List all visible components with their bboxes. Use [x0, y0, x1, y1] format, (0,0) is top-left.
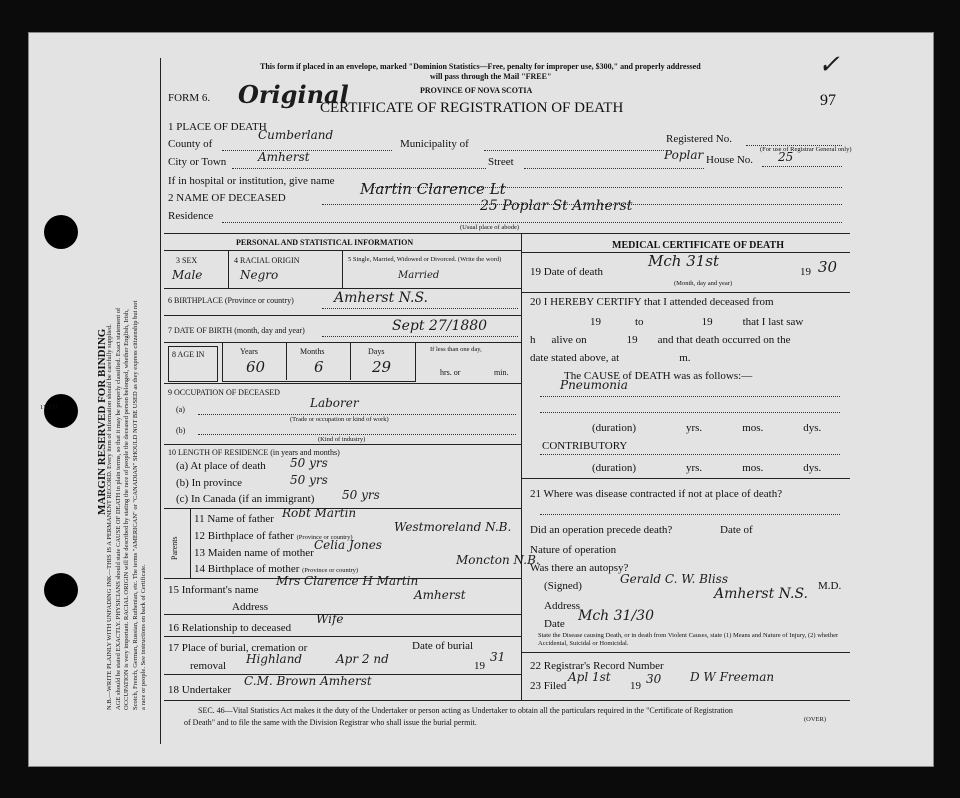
rule: [521, 652, 850, 653]
informant-value: Mrs Clarence H Martin: [276, 574, 419, 588]
rule: [350, 342, 351, 380]
contributory-label: CONTRIBUTORY: [542, 440, 628, 452]
birthplace-label: 6 BIRTHPLACE (Province or country): [168, 296, 294, 305]
contributory-line: [540, 454, 840, 455]
undertaker-value: C.M. Brown Amherst: [244, 674, 372, 688]
original-stamp: Original: [238, 80, 349, 109]
margin-rule: [160, 58, 161, 744]
margin-number: 111111: [40, 404, 59, 411]
death-date-note: (Month, day and year): [674, 280, 733, 287]
binding-hole: [44, 573, 78, 607]
rule: [342, 250, 343, 288]
birthplace-line: [322, 308, 518, 309]
occ-a-note: (Trade or occupation or kind of work): [290, 416, 389, 423]
father-birthplace-label: 12 Birthplace of father (Province or country): [194, 530, 353, 542]
city-label: City or Town: [168, 156, 227, 168]
res-b-value: 50 yrs: [290, 473, 328, 487]
res-c-value: 50 yrs: [342, 488, 380, 502]
personal-heading: PERSONAL AND STATISTICAL INFORMATION: [236, 238, 414, 247]
margin-instructions: [106, 301, 149, 710]
relationship-label: 16 Relationship to deceased: [168, 622, 292, 634]
table-bottom-rule: [164, 700, 850, 701]
filed-value: Apl 1st: [568, 670, 611, 684]
residence-value: 25 Poplar St Amherst: [480, 198, 633, 214]
marital-label: 5 Single, Married, Widowed or Divorced. (Write the word): [348, 256, 502, 263]
sex-value: Male: [172, 268, 203, 282]
rule: [164, 636, 521, 637]
duration-row-2: (duration) yrs. mos. dys.: [592, 462, 822, 474]
cause-value: Pneumonia: [560, 378, 628, 392]
certify-line-4: date stated above, at m.: [530, 352, 691, 364]
deceased-name-label: 2 NAME OF DECEASED: [168, 192, 286, 204]
autopsy-label: Was there an autopsy?: [530, 562, 629, 574]
mother-birthplace-label: 14 Birthplace of mother (Province or country): [194, 563, 359, 575]
signed-label: (Signed): [544, 580, 582, 592]
place-of-death-label: 1 PLACE OF DEATH: [168, 121, 267, 133]
marital-value: Married: [398, 270, 440, 281]
father-value: Robt Martin: [282, 506, 357, 520]
street-line: [524, 168, 704, 169]
county-value: Cumberland: [258, 128, 334, 142]
municipality-label: Municipality of: [400, 138, 469, 150]
residence-note: (Usual place of abode): [460, 224, 520, 231]
check-mark: ✓: [818, 50, 840, 80]
mother-label: 13 Maiden name of mother: [194, 547, 314, 559]
occ-b-note: (Kind of industry): [318, 436, 366, 443]
contracted-label: 21 Where was disease contracted if not at place of death?: [530, 488, 783, 500]
city-line: [232, 168, 486, 169]
nature-label: Nature of operation: [530, 544, 617, 556]
instruction-line: a race or people. See instructions on back of Certificate.: [140, 564, 147, 710]
filed-label: 23 Filed: [530, 680, 567, 692]
months-value: 6: [314, 358, 324, 376]
mother-value: Celia Jones: [314, 538, 382, 552]
cause-line-2: [540, 412, 840, 413]
hospital-label: If in hospital or institution, give name: [168, 175, 335, 187]
instruction-line: Scotch, French, German, Russian, Ruthenian, etc. The terms "AMERICAN" or "CANADIAN" SHOULD NOT BE USED as they express citizenship but not: [131, 300, 139, 710]
rule: [164, 288, 521, 289]
rule: [164, 315, 521, 316]
dob-label: 7 DATE OF BIRTH (month, day and year): [168, 326, 305, 335]
certify-line-1: 20 I HEREBY CERTIFY that I attended deceased from: [530, 296, 774, 308]
certify-line-3: h alive on 19 and that death occurred on the: [530, 334, 791, 346]
removal-label: removal: [190, 660, 227, 672]
death-year-value: 30: [818, 258, 838, 276]
death-date-value: Mch 31st: [648, 252, 720, 270]
mail-notice-2: will pass through the Mail "FREE": [430, 72, 552, 81]
form-number: FORM 6.: [168, 92, 211, 104]
footer-line-1: SEC. 46—Vital Statistics Act makes it the duty of the Undertaker or person acting as Undertaker to obtain all the particulars required in the "Certificate of Registration: [198, 706, 733, 715]
rule: [190, 508, 191, 578]
res-c-label: (c) In Canada (if an immigrant): [176, 493, 315, 505]
residence-label: Residence: [168, 210, 214, 222]
lessday-label: If less than one day,: [430, 346, 482, 353]
certificate-paper: [28, 32, 934, 767]
death-year-prefix: 19: [800, 266, 811, 278]
residence-length-label: 10 LENGTH OF RESIDENCE (in years and months): [168, 448, 340, 457]
binding-hole: [44, 215, 78, 249]
deceased-name-value: Martin Clarence Lt: [360, 180, 506, 198]
operation-date-label: Date of: [720, 524, 753, 536]
father-birthplace-value: Westmoreland N.B.: [394, 520, 512, 534]
instruction-line: OCCUPATION is very important. RACIAL ORIGIN will be described by stating the race of people the deceased person belonged, whether English, Irish,: [123, 309, 130, 710]
occ-b-line: [198, 434, 516, 435]
dob-line: [322, 336, 518, 337]
years-label: Years: [240, 347, 258, 356]
house-line: [762, 166, 842, 167]
column-divider: [521, 233, 522, 701]
burial-year-prefix: 19: [474, 660, 485, 672]
municipality-line: [484, 150, 664, 151]
footer-over: (OVER): [804, 716, 827, 723]
house-value: 25: [778, 150, 794, 164]
burial-date-label: Date of burial: [412, 640, 474, 652]
racial-label: 4 RACIAL ORIGIN: [234, 256, 300, 265]
racial-value: Negro: [240, 268, 279, 282]
footer-line-2: of Death" and to file the same with the Division Registrar who shall issue the burial permit.: [184, 718, 477, 727]
rule: [164, 383, 521, 384]
registered-note: (For use of Registrar General only): [760, 146, 852, 153]
street-label: Street: [488, 156, 514, 168]
hrs-label: hrs. or: [440, 368, 461, 377]
md-label: M.D.: [818, 580, 842, 592]
mother-birthplace-value: Moncton N.B.: [456, 553, 540, 567]
city-value: Amherst: [258, 150, 310, 164]
months-label: Months: [300, 347, 325, 356]
cause-label: The CAUSE of DEATH was as follows:—: [564, 370, 753, 382]
res-a-value: 50 yrs: [290, 456, 328, 470]
rule: [521, 478, 850, 479]
contracted-line: [540, 514, 840, 515]
rule: [164, 444, 521, 445]
burial-date-value: Apr 2 nd: [336, 652, 389, 666]
binding-hole: [44, 394, 78, 428]
med-date-value: Mch 31/30: [578, 608, 654, 624]
undertaker-label: 18 Undertaker: [168, 684, 232, 696]
rule: [286, 342, 287, 380]
medical-note: State the Disease causing Death, or in death from Violent Causes, state (1) Means and Nature of Injury, (2) whether Accidental, Suicidal or Homicidal.: [538, 632, 839, 647]
informant-label: 15 Informant's name: [168, 584, 259, 596]
cause-line: [540, 396, 840, 397]
page-number: 97: [820, 92, 836, 109]
min-label: min.: [494, 368, 509, 377]
medical-heading: MEDICAL CERTIFICATE OF DEATH: [612, 240, 784, 251]
birthplace-value: Amherst N.S.: [334, 290, 428, 306]
father-label: 11 Name of father: [194, 513, 274, 525]
med-date-label: Date: [544, 618, 565, 630]
occ-a-label: (a): [176, 405, 185, 414]
med-address-label: Address: [544, 600, 581, 612]
med-address-value: Amherst N.S.: [714, 586, 808, 602]
duration-row: (duration) yrs. mos. dys.: [592, 422, 822, 434]
parents-label: Parents: [170, 536, 179, 560]
county-label: County of: [168, 138, 213, 150]
years-value: 60: [246, 358, 266, 376]
occ-a-value: Laborer: [310, 396, 359, 410]
burial-place-value: Highland: [246, 652, 303, 666]
rule: [228, 250, 229, 288]
house-label: House No.: [706, 154, 754, 166]
burial-year-value: 31: [490, 650, 506, 664]
street-value: Poplar: [664, 148, 704, 162]
document-title: CERTIFICATE OF REGISTRATION OF DEATH: [320, 100, 624, 116]
dob-value: Sept 27/1880: [392, 318, 488, 334]
margin-reserved-label: MARGIN RESERVED FOR BINDING: [96, 328, 108, 515]
instruction-line: AGE should be stated EXACTLY. PHYSICIANS should state CAUSE OF DEATH in plain terms, so that it may be properly classified. Exact statement of: [114, 307, 122, 710]
occ-a-line: [198, 414, 516, 415]
registered-label: Registered No.: [666, 133, 732, 145]
signed-value: Gerald C. W. Bliss: [620, 572, 728, 586]
mail-notice: This form if placed in an envelope, marked "Dominion Statistics—Free, penalty for improper use, $300," and properly addressed: [260, 62, 701, 71]
operation-label: Did an operation precede death?: [530, 524, 673, 536]
informant-address-value: Amherst: [414, 588, 466, 602]
occ-b-label: (b): [176, 426, 186, 435]
informant-address-label: Address: [232, 601, 269, 613]
filed-year-prefix: 19: [630, 680, 641, 692]
certify-line-2: 19 to 19 that I last saw: [590, 316, 804, 328]
province-label: PROVINCE OF NOVA SCOTIA: [420, 86, 533, 95]
relationship-value: Wife: [316, 612, 344, 626]
registrar-label: 22 Registrar's Record Number: [530, 660, 664, 672]
days-label: Days: [368, 347, 385, 356]
filed-by: D W Freeman: [690, 670, 775, 684]
filed-year-value: 30: [646, 672, 662, 686]
occupation-label: 9 OCCUPATION OF DECEASED: [168, 388, 280, 397]
rule: [521, 292, 850, 293]
res-b-label: (b) In province: [176, 477, 242, 489]
instruction-line: N.B.—WRITE PLAINLY WITH UNFADING INK—THIS IS A PERMANENT RECORD. Every item of information should be carefully supplied.: [106, 324, 113, 710]
death-date-label: 19 Date of death: [530, 266, 603, 278]
table-top-rule: [164, 233, 850, 234]
residence-line: [222, 222, 842, 223]
burial-place-label: 17 Place of burial, cremation or: [168, 642, 308, 654]
sex-label: 3 SEX: [176, 256, 198, 265]
res-a-label: (a) At place of death: [176, 460, 266, 472]
days-value: 29: [372, 358, 392, 376]
age-label: 8 AGE IN: [172, 350, 205, 359]
